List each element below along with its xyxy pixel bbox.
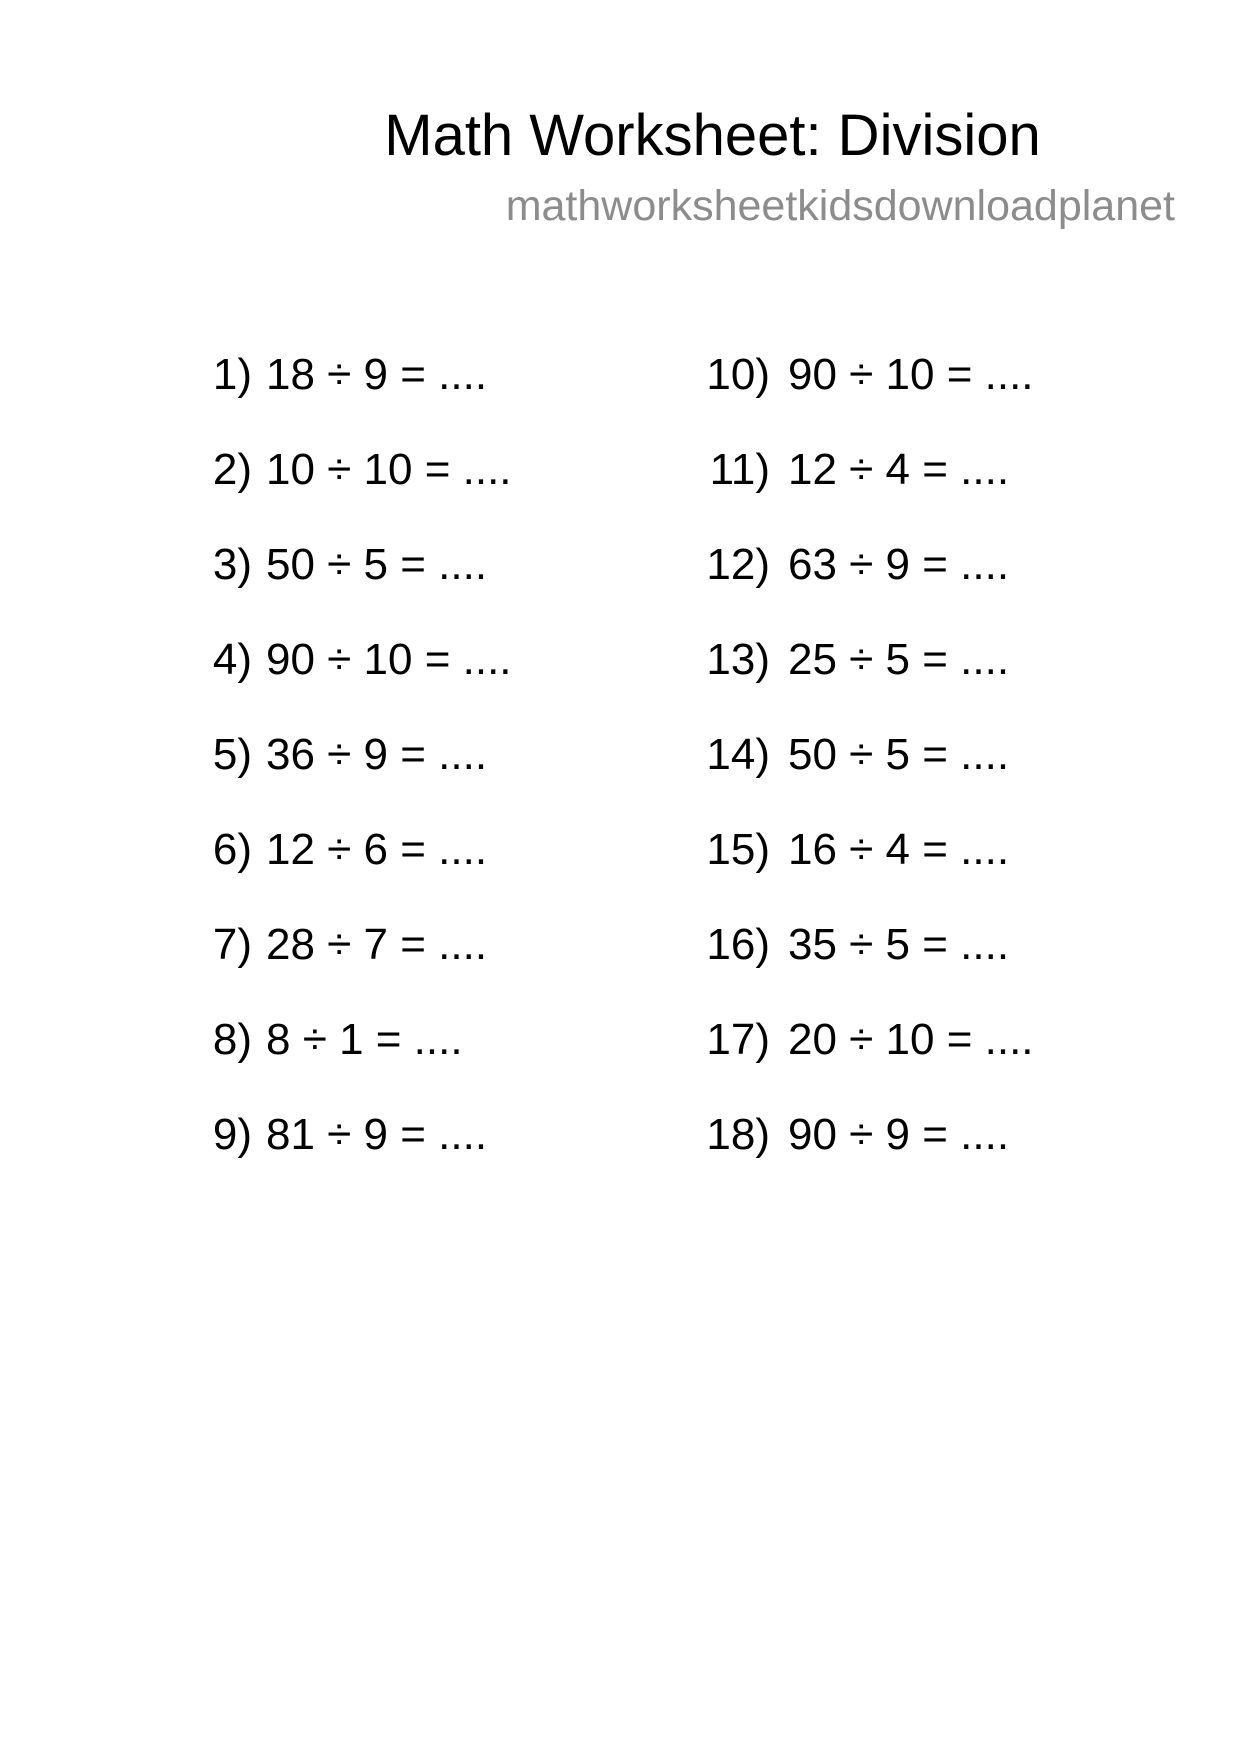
problem-expression: 12 ÷ 6 = .... (266, 825, 488, 874)
problem-expression: 50 ÷ 5 = .... (788, 730, 1010, 779)
problem-expression: 16 ÷ 4 = .... (788, 825, 1010, 874)
problem-number: 11) (709, 445, 770, 494)
problem-number: 15) (706, 825, 770, 874)
problem-number: 7) (212, 920, 252, 969)
problem-number: 9) (212, 1110, 252, 1159)
problem-number: 12) (706, 540, 770, 589)
problem-number: 17) (706, 1015, 770, 1064)
problem-expression: 63 ÷ 9 = .... (788, 540, 1010, 589)
problem-expression: 90 ÷ 10 = .... (266, 635, 512, 684)
problem-number: 4) (212, 635, 252, 684)
problem-number: 3) (212, 540, 252, 589)
problem-number: 16) (706, 920, 770, 969)
site-watermark: mathworksheetkidsdownloadplanet (505, 182, 1175, 230)
problem-number: 2) (212, 445, 252, 494)
problem-number: 13) (706, 635, 770, 684)
problem-expression: 18 ÷ 9 = .... (266, 350, 488, 399)
problem-expression: 90 ÷ 9 = .... (788, 1110, 1010, 1159)
problem-number: 18) (706, 1110, 770, 1159)
problem-number: 5) (212, 730, 252, 779)
problem-expression: 35 ÷ 5 = .... (788, 920, 1010, 969)
problem-number: 10) (706, 350, 770, 399)
problem-expression: 10 ÷ 10 = .... (266, 445, 512, 494)
problem-number: 8) (212, 1015, 252, 1064)
problem-expression: 25 ÷ 5 = .... (788, 635, 1010, 684)
problem-number: 6) (212, 825, 252, 874)
problem-expression: 90 ÷ 10 = .... (788, 350, 1034, 399)
page-title: Math Worksheet: Division (384, 103, 1041, 168)
problem-expression: 8 ÷ 1 = .... (266, 1015, 463, 1064)
problem-expression: 50 ÷ 5 = .... (266, 540, 488, 589)
problem-expression: 36 ÷ 9 = .... (266, 730, 488, 779)
problem-expression: 20 ÷ 10 = .... (788, 1015, 1034, 1064)
problem-expression: 28 ÷ 7 = .... (266, 920, 488, 969)
problem-expression: 12 ÷ 4 = .... (788, 445, 1010, 494)
problem-number: 14) (706, 730, 770, 779)
problem-expression: 81 ÷ 9 = .... (266, 1110, 488, 1159)
problem-number: 1) (212, 350, 252, 399)
